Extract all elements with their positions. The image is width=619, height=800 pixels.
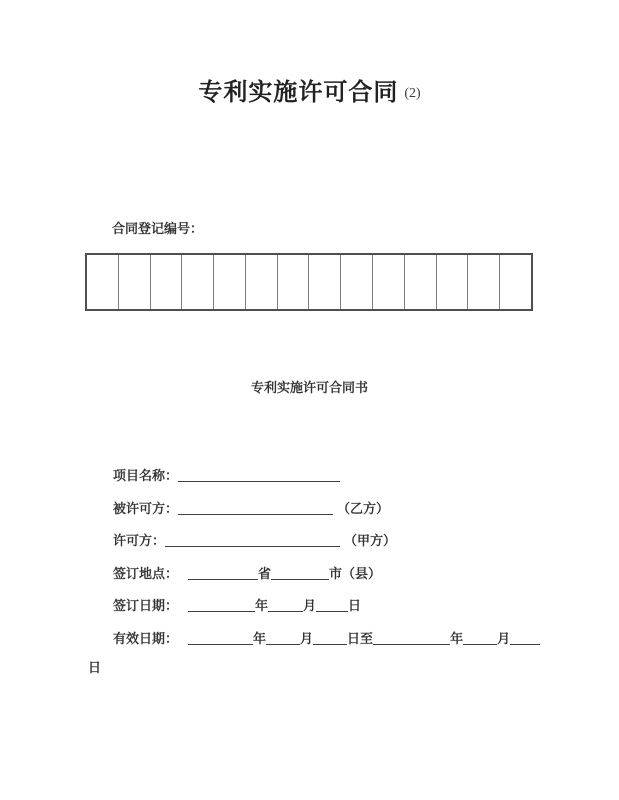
field-suffix: （乙方） [337,500,390,516]
registration-box [246,255,278,309]
blank-line [313,630,347,645]
title-suffix: (2) [404,86,421,101]
form-row-valid-date [113,628,540,661]
blank-line [463,630,497,645]
field-label: 有效日期： [113,630,179,646]
field-unit: 月 [303,598,317,613]
form-row-valid-date-wrap [88,657,540,690]
contract-form [88,465,540,690]
registration-box [437,255,469,309]
field-unit: 市（县） [329,565,382,581]
field-label: 项目名称： [113,468,179,483]
registration-box [309,255,341,309]
field-label: 被许可方： [113,500,179,516]
field-unit: 月 [300,630,314,646]
form-row-signing-place [113,563,540,596]
form-row-signing-date [113,595,540,628]
registration-grid [85,253,533,311]
registration-box [468,255,500,309]
registration-box [87,255,119,309]
registration-box [405,255,437,309]
blank-line [188,597,255,612]
blank-line [373,630,450,645]
document-title [0,72,619,107]
field-unit: 月 [497,630,511,646]
field-unit: 日至 [347,630,374,646]
document-subtitle: 专利实施许可合同书 [250,380,368,395]
registration-box [214,255,246,309]
form-row-project-name [113,465,540,498]
field-unit: 日 [88,660,102,675]
registration-box [278,255,310,309]
registration-box [119,255,151,309]
blank-line [510,630,540,645]
blank-line [178,467,340,482]
blank-line [266,630,300,645]
blank-line [268,597,303,612]
blank-line [188,565,258,580]
field-unit: 日 [348,598,362,613]
field-label: 许可方： [113,533,166,548]
blank-line [165,532,340,547]
title-text: 专利实施许可合同 [198,79,399,106]
form-row-licensor [113,530,540,563]
blank-line [178,500,333,515]
field-unit: 省 [258,565,272,581]
field-label: 签订日期： [113,598,179,613]
registration-box [373,255,405,309]
registration-box [151,255,183,309]
blank-line [271,565,329,580]
blank-line [316,597,348,612]
field-unit: 年 [253,630,267,646]
field-label: 签订地点： [113,565,179,581]
form-row-licensee [113,498,540,531]
registration-box [341,255,373,309]
blank-line [188,630,253,645]
field-suffix: （甲方） [344,533,397,548]
field-unit: 年 [255,598,269,613]
field-unit: 年 [450,630,464,646]
registration-box [182,255,214,309]
registration-box [500,255,531,309]
registration-number-label: 合同登记编号： [112,221,204,236]
